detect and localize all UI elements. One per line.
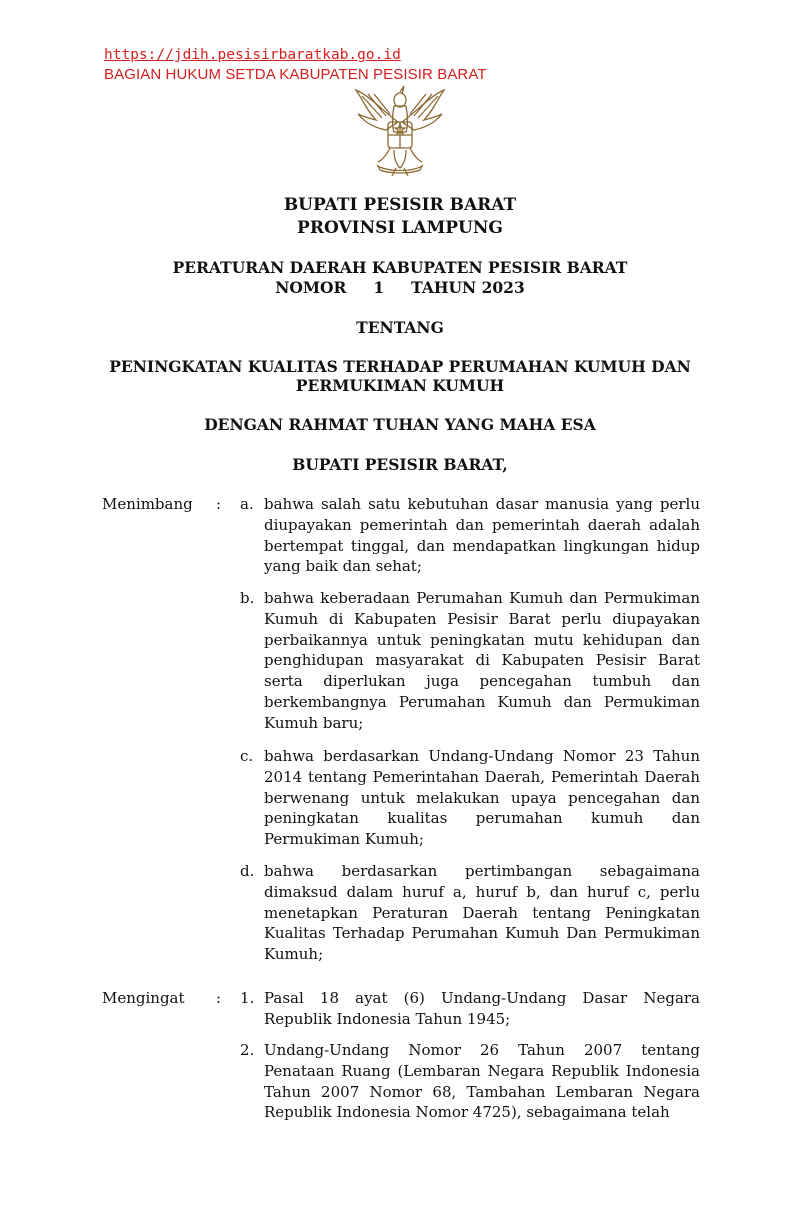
list-item-marker: a. — [240, 495, 254, 513]
issuer-title: BUPATI PESISIR BARAT — [283, 195, 517, 215]
mengingat-label: Mengingat — [102, 989, 185, 1007]
watermark-url[interactable]: https://jdih.pesisirbaratkab.go.id — [104, 47, 401, 63]
subject-line-2: PERMUKIMAN KUMUH — [295, 376, 505, 395]
list-item-text: bahwa salah satu kebutuhan dasar manusia yang perlu diupayakan pemerintah dan pemerintah daerah adalah bertempat tinggal, dan mendapatkan lingkungan hidup yang baik dan sehat; — [264, 495, 700, 576]
list-item-text: Undang-Undang Nomor 26 Tahun 2007 tentang Penataan Ruang (Lembaran Negara Republik Indonesia Tahun 2007 Nomor 68, Tambahan Lembaran Negara Republik Indonesia Nomor 4725), sebagaimana telah — [264, 1041, 700, 1122]
list-item-marker: c. — [240, 747, 254, 765]
list-item-text: bahwa keberadaan Perumahan Kumuh dan Permukiman Kumuh di Kabupaten Pesisir Barat perlu diupayakan perbaikannya untuk peningkatan mutu kehidupan dan penghidupan masyarakat di Kabupaten Pesisir Barat serta diperlukan juga pencegahan tumbuh dan berkembangnya Perumahan Kumuh dan Permukiman Kumuh baru; — [264, 589, 700, 732]
list-item-marker: d. — [240, 862, 255, 880]
list-item-text: bahwa berdasarkan Undang-Undang Nomor 23 Tahun 2014 tentang Pemerintahan Daerah, Pemerintah Daerah berwenang untuk melakukan upaya pencegahan dan peningkatan kualitas perumahan kumuh dan Permukiman Kumuh; — [264, 747, 700, 849]
blessing-line: DENGAN RAHMAT TUHAN YANG MAHA ESA — [204, 415, 596, 434]
menimbang-label: Menimbang — [102, 495, 193, 513]
list-item-text: Pasal 18 ayat (6) Undang-Undang Dasar Negara Republik Indonesia Tahun 1945; — [264, 989, 700, 1028]
garuda-emblem-icon — [348, 82, 452, 178]
mengingat-colon: : — [216, 989, 222, 1007]
province-title: PROVINSI LAMPUNG — [297, 218, 503, 238]
list-item-text: bahwa berdasarkan pertimbangan sebagaimana dimaksud dalam huruf a, huruf b, dan huruf c, perlu menetapkan Peraturan Daerah tentang Peningkatan Kualitas Terhadap Perumahan Kumuh Dan Permukiman Kumuh; — [264, 862, 700, 964]
issuer-line: BUPATI PESISIR BARAT, — [292, 455, 508, 474]
subject-line-1: PENINGKATAN KUALITAS TERHADAP PERUMAHAN KUMUH DAN — [109, 357, 691, 376]
watermark-org: BAGIAN HUKUM SETDA KABUPATEN PESISIR BARAT — [104, 66, 487, 83]
list-item-marker: b. — [240, 589, 255, 607]
regulation-title: PERATURAN DAERAH KABUPATEN PESISIR BARAT — [172, 258, 628, 277]
regulation-number: NOMOR 1 TAHUN 2023 — [275, 278, 525, 297]
menimbang-colon: : — [216, 495, 222, 513]
tentang-heading: TENTANG — [356, 318, 444, 337]
list-item-marker: 2. — [240, 1041, 255, 1059]
list-item-marker: 1. — [240, 989, 255, 1007]
